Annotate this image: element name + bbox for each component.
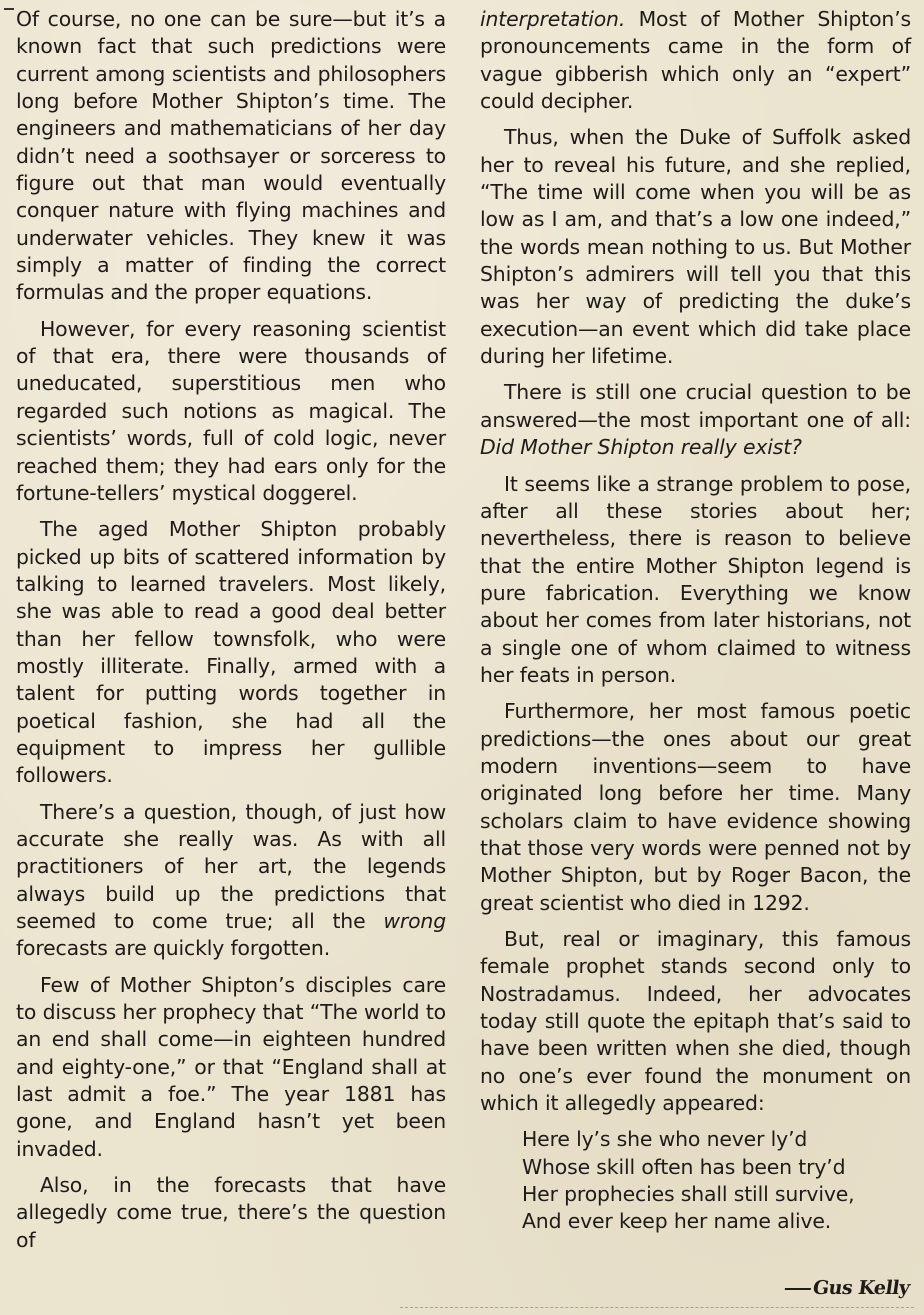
right-paragraph-1-text: Most of Mother Shipton’s pronouncements came in the form of vague gibberish which only an “expert” could decipher. — [480, 7, 911, 114]
right-paragraph-5: Furthermore, her most famous poetic predictions—the ones about our great modern inventions—seem to have originated long before her time. Many scholars claim to have evidence showing that those very words were penned not by Mother Shipton, but by Roger Bacon, the great scientist who died in 1292. — [480, 699, 911, 915]
right-paragraph-3 — [480, 379, 911, 461]
author-signature — [784, 1277, 912, 1299]
left-paragraph-4 — [16, 799, 446, 963]
right-paragraph-2: Thus, when the Duke of Suffolk asked her to reveal his future, and she replied, “The time will come when you will be as low as I am, and that’s a low one indeed,” the words mean nothing to us. But Mother Shipton’s admirers will tell you that this was her way of predicting the duke’s execution—an event which did take place during her lifetime. — [480, 125, 911, 369]
right-paragraph-3-emphasis: Did Mother Shipton really exist? — [480, 435, 802, 460]
right-paragraph-1-emphasis: interpretation. — [480, 7, 626, 31]
verse-line-4: And ever keep her name alive. — [522, 1209, 832, 1234]
right-paragraph-3-text: There is still one crucial question to be answered—the most important one of all: — [480, 380, 911, 432]
left-paragraph-2: However, for every reasoning scientist of that era, there were thousands of uneducated, superstitious men who regarded such notions as magical. The scientists’ words, full of cold logic, never reached them; they had ears only for the fortune-tellers’ mystical doggerel. — [16, 316, 446, 505]
signature-name: Gus Kelly — [811, 1277, 912, 1299]
right-paragraph-4: It seems like a strange problem to pose, after all these stories about her; nevertheless, there is reason to believe that the entire Mother Shipton legend is pure fabrication. Everything we know about her comes from later historians, not a single one of whom claimed to witness her feats in person. — [480, 471, 911, 687]
verse-line-3: Her prophecies shall still survive, — [522, 1182, 855, 1207]
left-paragraph-6: Also, in the forecasts that have allegedly come true, there’s the question of — [16, 1173, 446, 1252]
right-paragraph-6: But, real or imaginary, this famous female prophet stands second only to Nostradamus. Indeed, her advocates today still quote the epitaph that’s said to have been written when she died, though no one’s ever found the monument on which it allegedly appeared: — [480, 927, 911, 1116]
signature-dash — [785, 1288, 811, 1290]
left-paragraph-1: Of course, no one can be sure—but it’s a known fact that such predictions were current among scientists and philosophers long before Mother Shipton’s time. The engineers and mathematicians of her day didn’t need a soothsayer or sorceress to figure out that man would eventually conquer nature with flying machines and underwater vehicles. They knew it was simply a matter of finding the correct formulas and the proper equations. — [16, 7, 446, 305]
verse-line-1: Here ly’s she who never ly’d — [522, 1127, 808, 1152]
left-column — [16, 6, 446, 1263]
left-paragraph-4-text-a: There’s a question, though, of just how accurate she really was. As with all practitioners of her art, the legends always build up the predictions that seemed to come true; all the — [16, 799, 446, 933]
left-paragraph-3: The aged Mother Shipton probably picked up bits of scattered information by talking to learned travelers. Most likely, she was able to read a good deal better than her fellow townsfolk, who were mostly illiterate. Finally, armed with a talent for putting words together in poetical fashion, she had all the equipment to impress her gullible followers. — [16, 517, 446, 788]
epitaph-verse — [522, 1126, 911, 1235]
bottom-rule — [400, 1307, 914, 1309]
left-paragraph-5: Few of Mother Shipton’s disciples care to discuss her prophecy that “The world to an end shall come—in eighteen hundred and eighty-one,” or that “England shall at last admit a foe.” The year 1881 has gone, and England hasn’t yet been invaded. — [16, 972, 446, 1161]
print-mark — [4, 8, 14, 10]
left-paragraph-4-emphasis: wrong — [383, 909, 446, 933]
verse-line-2: Whose skill often has been try’d — [522, 1154, 846, 1179]
left-paragraph-4-text-b: forecasts are quickly forgotten. — [16, 936, 331, 961]
right-paragraph-1 — [480, 6, 911, 115]
right-column — [480, 6, 911, 1236]
